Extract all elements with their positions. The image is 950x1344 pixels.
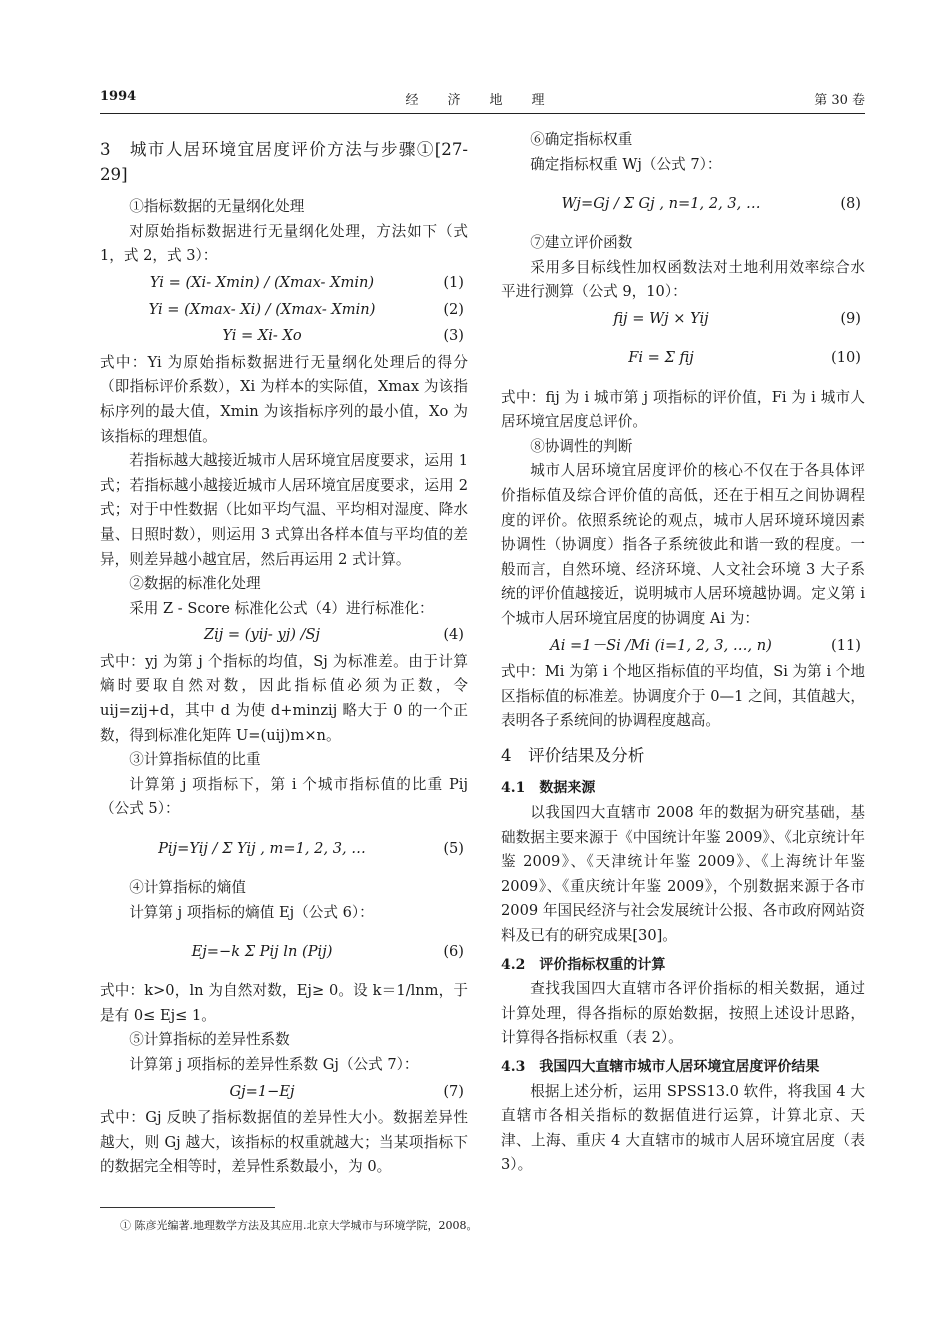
step-4-title: ④计算指标的熵值: [129, 879, 246, 897]
step-6-title: ⑥确定指标权重: [530, 131, 633, 148]
section-4-3-heading: 4.3 我国四大直辖市城市人居环境宜居度评价结果: [501, 1059, 820, 1075]
equation-6-formula: Ej=−k Σ Pij ln (Pij): [191, 942, 333, 960]
step-1-text: 对原始指标数据进行无量纲化处理，方法如下（式 1，式 2，式 3）：: [100, 222, 468, 265]
equation-2-number: (2): [443, 300, 464, 318]
equation-10-number: (10): [831, 349, 861, 367]
equation-6-number: (6): [443, 942, 464, 960]
equation-10-formula: Fi = Σ fij: [628, 349, 694, 367]
section-4-heading: 4 评价结果及分析: [501, 745, 645, 765]
equation-3-number: (3): [443, 327, 464, 345]
step-7-note: 式中：fij 为 i 城市第 j 项指标的评价值，Fi 为 i 城市人居环境宜居度总评价。: [501, 388, 865, 431]
section-4-2-heading: 4.2 评价指标权重的计算: [501, 956, 666, 973]
equation-4-number: (4): [443, 626, 464, 644]
step-6-text: 确定指标权重 Wj（公式 7）：: [530, 155, 722, 173]
equation-1: [100, 271, 468, 296]
step-5-note: 式中：Gj 反映了指标数据值的差异性大小。数据差异性越大，则 Gj 越大，该指标的权重就越大；当某项指标下的数据完全相等时，差异性系数最小，为 0。: [100, 1109, 468, 1176]
step-3-text: 计算第 j 项指标下，第 i 个城市指标值的比重 Pij（公式 5）：: [100, 775, 468, 818]
equation-2-formula: Yi = (Xmax- Xi) / (Xmax- Xmin): [148, 300, 376, 318]
left-column: [100, 128, 468, 1180]
equation-11-number: (11): [831, 636, 861, 654]
equation-4-formula: Zij = (yij- yj) /Sj: [203, 626, 321, 644]
equation-10: [501, 334, 865, 384]
step-1-paragraph-2: 若指标越大越接近城市人居环境宜居度要求，运用 1 式；若指标越小越接近城市人居环境宜居度要求，运用 2 式；对于中性数据（比如平均气温、平均相对湿度、降水量、日照时数），则运用 3 式算出各样本值与平均值的差异，则差异越小越宜居，然后再运用 2 式计算。: [100, 452, 468, 568]
equation-8-formula: Wj=Gj / Σ Gj , n=1, 2, 3, …: [561, 194, 761, 212]
section-4-1-heading: 4.1 数据来源: [501, 780, 596, 797]
equation-3: [100, 324, 468, 349]
step-2-note: 式中：yj 为第 j 个指标的均值，Sj 为标准差。由于计算熵时要取自然对数，因此指标值必须为正数，令 uij=zij+d，其中 d 为使 d+minzij 略大于 0 的一个正数，得到标准化矩阵 U=(uij)m×n。: [100, 652, 468, 744]
header-rule: [100, 113, 865, 114]
step-7-title: ⑦建立评价函数: [530, 234, 633, 252]
section-4-1-text: 以我国四大直辖市 2008 年的数据为研究基础，基础数据主要来源于《中国统计年鉴 2009》、《北京统计年鉴 2009》、《天津统计年鉴 2009》、《上海统计年鉴 2009》、《重庆统计年鉴 2009》，个别数据来源于各市 2009 年国民经济与社会发展统计公报、各市政府网站资料及已有的研究成果[30]。: [501, 804, 865, 945]
section-4-3-text: 根据上述分析，运用 SPSS13.0 软件，将我国 4 大直辖市各相关指标的数据值进行运算，计算北京、天津、上海、重庆 4 大直辖市的城市人居环境宜居度（表 3）。: [501, 1082, 865, 1174]
equation-5-number: (5): [443, 839, 464, 857]
equation-7-formula: Gj=1−Ej: [229, 1082, 295, 1100]
page-year: 1994: [100, 89, 137, 104]
equation-9-number: (9): [840, 309, 861, 327]
volume-label: 第 30 卷: [814, 93, 865, 108]
step-8-note: 式中：Mi 为第 i 个地区指标值的平均值，Si 为第 i 个地区指标值的标准差。协调度介于 0—1 之间，其值越大，表明各子系统间的协调程度越高。: [501, 663, 865, 730]
step-1-note: 式中：Yi 为原始指标数据进行无量纲化处理后的得分（即指标评价系数），Xi 为样本的实际值，Xmax 为该指标序列的最大值，Xmin 为该指标序列的最小值，Xo 为该指标的理想值。: [100, 353, 468, 445]
equation-3-formula: Yi = Xi- Xo: [222, 327, 302, 345]
section-3-heading: 3 城市人居环境宜居度评价方法与步骤①[27-29]: [100, 140, 468, 184]
equation-4: [100, 623, 468, 648]
equation-5: [100, 824, 468, 874]
footnote: ① 陈彦光编著.地理数学方法及其应用.北京大学城市与环境学院，2008。: [120, 1219, 478, 1232]
equation-6: [100, 927, 468, 977]
step-2-title: ②数据的标准化处理: [129, 575, 261, 593]
section-4-2-text: 查找我国四大直辖市各评价指标的相关数据，通过计算处理，得各指标的原始数据，按照上述设计思路，计算得各指标权重（表 2）。: [501, 980, 865, 1047]
step-8-title: ⑧协调性的判断: [530, 437, 633, 455]
step-8-text: 城市人居环境宜居度评价的核心不仅在于各具体评价指标值及综合评价值的高低，还在于相互之间协调程度的评价。依照系统论的观点，城市人居环境环境因素协调性（协调度）指各子系统彼此和谐一致的程度。一般而言，自然环境、经济环境、人文社会环境 3 大子系统的评价值越接近，说明城市人居环境越协调。定义第 i 个城市人居环境宜居度的协调度 Ai 为：: [501, 462, 865, 627]
equation-9-formula: fij = Wj × Yij: [613, 309, 709, 327]
step-2-text: 采用 Z - Score 标准化公式（4）进行标准化：: [129, 599, 434, 617]
journal-title: 经济地理: [405, 93, 574, 108]
footnote-rule: [100, 1207, 275, 1208]
step-7-text: 采用多目标线性加权函数法对土地利用效率综合水平进行测算（公式 9，10）：: [501, 258, 865, 301]
page-header: [100, 89, 865, 113]
equation-5-formula: Pij=Yij / Σ Yij , m=1, 2, 3, …: [158, 839, 366, 857]
equation-7: [100, 1080, 468, 1105]
equation-1-formula: Yi = (Xi- Xmin) / (Xmax- Xmin): [149, 273, 375, 291]
step-4-note: 式中：k>0，ln 为自然对数，Ej≥ 0。设 k＝1/lnm，于是有 0≤ Ej≤ 1。: [100, 982, 468, 1024]
right-column: [501, 128, 865, 1178]
equation-9: [501, 307, 865, 332]
equation-8-number: (8): [840, 194, 861, 212]
equation-11: [501, 634, 865, 659]
step-1-title: ①指标数据的无量纲化处理: [129, 198, 305, 216]
step-5-text: 计算第 j 项指标的差异性系数 Gj（公式 7）：: [129, 1056, 419, 1073]
equation-7-number: (7): [443, 1082, 464, 1100]
step-3-title: ③计算指标值的比重: [129, 751, 261, 769]
equation-2: [100, 298, 468, 323]
equation-8: [501, 179, 865, 229]
step-5-title: ⑤计算指标的差异性系数: [129, 1031, 290, 1049]
equation-11-formula: Ai =1－Si /Mi (i=1, 2, 3, …, n): [550, 636, 772, 654]
equation-1-number: (1): [443, 273, 464, 291]
step-4-text: 计算第 j 项指标的熵值 Ej（公式 6）：: [129, 903, 374, 921]
